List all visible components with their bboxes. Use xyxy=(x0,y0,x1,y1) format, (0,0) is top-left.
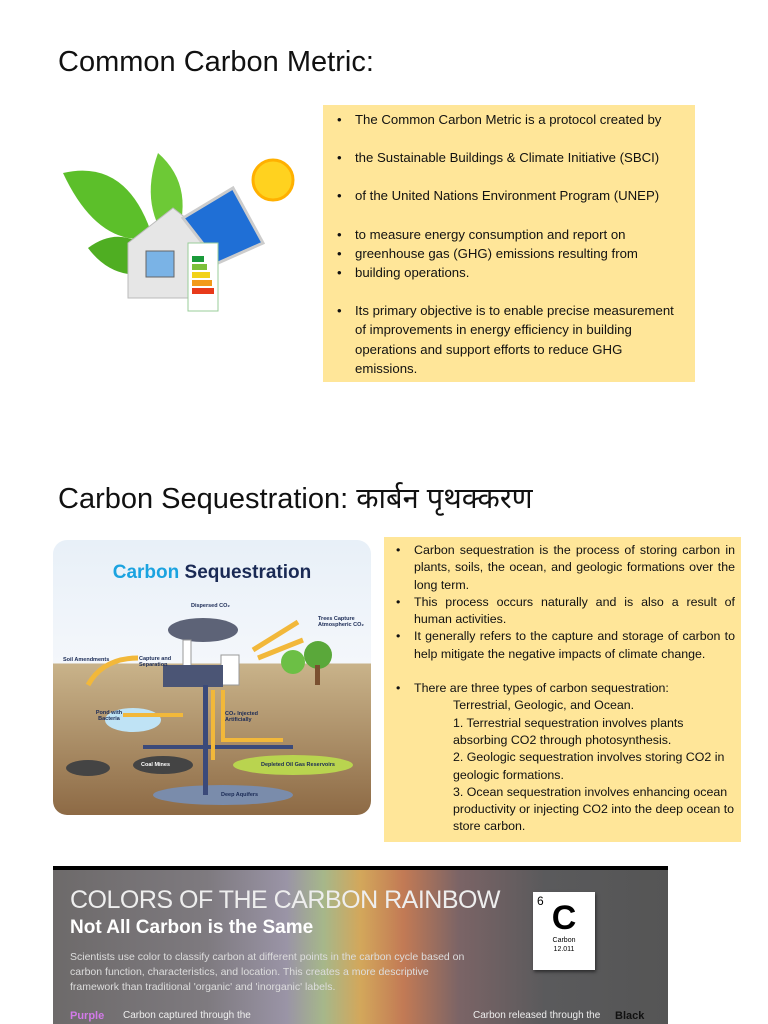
bullet: • This process occurs naturally and is also a result of human activities. xyxy=(390,594,735,629)
sub-item: 1. Terrestrial sequestration involves plants absorbing CO2 through photosynthesis. xyxy=(453,715,684,747)
diagram-label: Dispersed CO₂ xyxy=(191,603,230,609)
sub-item: 3. Ocean sequestration involves enhancing ocean productivity or injecting CO2 into the deep ocean to store carbon. xyxy=(453,784,735,834)
diagram-label: Pond with Bacteria xyxy=(95,710,123,722)
element-symbol: C xyxy=(551,899,577,937)
carbon-sequestration-notes xyxy=(384,537,741,842)
leaf-icon xyxy=(63,171,153,240)
banner-subtitle: Not All Carbon is the Same xyxy=(70,917,314,938)
diagram-label: Capture and Separation xyxy=(139,656,172,668)
banner-text: Scientists use color to classify carbon at different points in the carbon cycle based on carbon function, characteristics, and location. This creates a more descriptive framework than traditional 'organic' and 'inorganic' labels. xyxy=(70,951,465,993)
atomic-weight: 12.011 xyxy=(553,946,575,953)
atomic-number: 6 xyxy=(537,894,544,908)
diagram-label: Soil Amendments xyxy=(63,657,110,663)
sub-item: 2. Geologic sequestration involves storing CO2 in geologic formations. xyxy=(453,750,725,782)
bullet: • to measure energy consumption and report on xyxy=(331,225,687,244)
section-title-carbon-sequestration: Carbon Sequestration: कार्बन पृथक्करण xyxy=(58,483,533,515)
green-house-illustration xyxy=(58,148,308,316)
bullet: • of the United Nations Environment Program (UNEP) xyxy=(331,186,687,205)
bullet: • building operations. xyxy=(331,263,687,282)
diagram-label: Depleted Oil Gas Reservoirs xyxy=(261,762,335,768)
purple-text: Carbon captured through the xyxy=(123,1010,251,1021)
diagram-label: CO₂ Injected Artificially xyxy=(225,711,259,723)
diagram-label: Trees Capture Atmospheric CO₂ xyxy=(318,616,364,628)
bullet: • The Common Carbon Metric is a protocol created by xyxy=(331,110,687,129)
bullet: • It generally refers to the capture and storage of carbon to help mitigate the negative impacts of climate change. xyxy=(390,628,735,663)
diagram-label: Coal Mines xyxy=(141,762,171,768)
diagram-label: Deep Aquifers xyxy=(221,792,259,798)
diagram-title-carbon: Carbon xyxy=(112,562,180,583)
black-text: Carbon released through the xyxy=(473,1010,601,1021)
bullet: • Carbon sequestration is the process of storing carbon in plants, soils, the ocean, and geologic formations over the long term. xyxy=(390,542,735,594)
purple-label: Purple xyxy=(70,1010,105,1022)
bullet: • greenhouse gas (GHG) emissions resulting from xyxy=(331,244,687,263)
carbon-rainbow-banner xyxy=(53,866,668,1024)
sun-icon xyxy=(253,160,293,200)
bullet: • There are three types of carbon sequestration: xyxy=(390,680,735,697)
periodic-element-carbon xyxy=(533,892,595,970)
common-carbon-metric-notes xyxy=(323,105,695,382)
banner-title: COLORS OF THE CARBON RAINBOW xyxy=(70,886,501,914)
bullet: • Its primary objective is to enable precise measurement of improvements in energy efficiency in building operations and support efforts to reduce GHG emissions. xyxy=(331,301,687,378)
section-title-common-carbon-metric: Common Carbon Metric: xyxy=(58,46,374,78)
element-name: Carbon xyxy=(552,937,576,944)
black-label: Black xyxy=(615,1010,645,1022)
carbon-sequestration-diagram xyxy=(53,540,371,815)
bullet: • the Sustainable Buildings & Climate Initiative (SBCI) xyxy=(331,148,687,167)
diagram-title-sequestration: Sequestration xyxy=(184,562,312,583)
sub-item: Terrestrial, Geologic, and Ocean. xyxy=(453,698,635,713)
